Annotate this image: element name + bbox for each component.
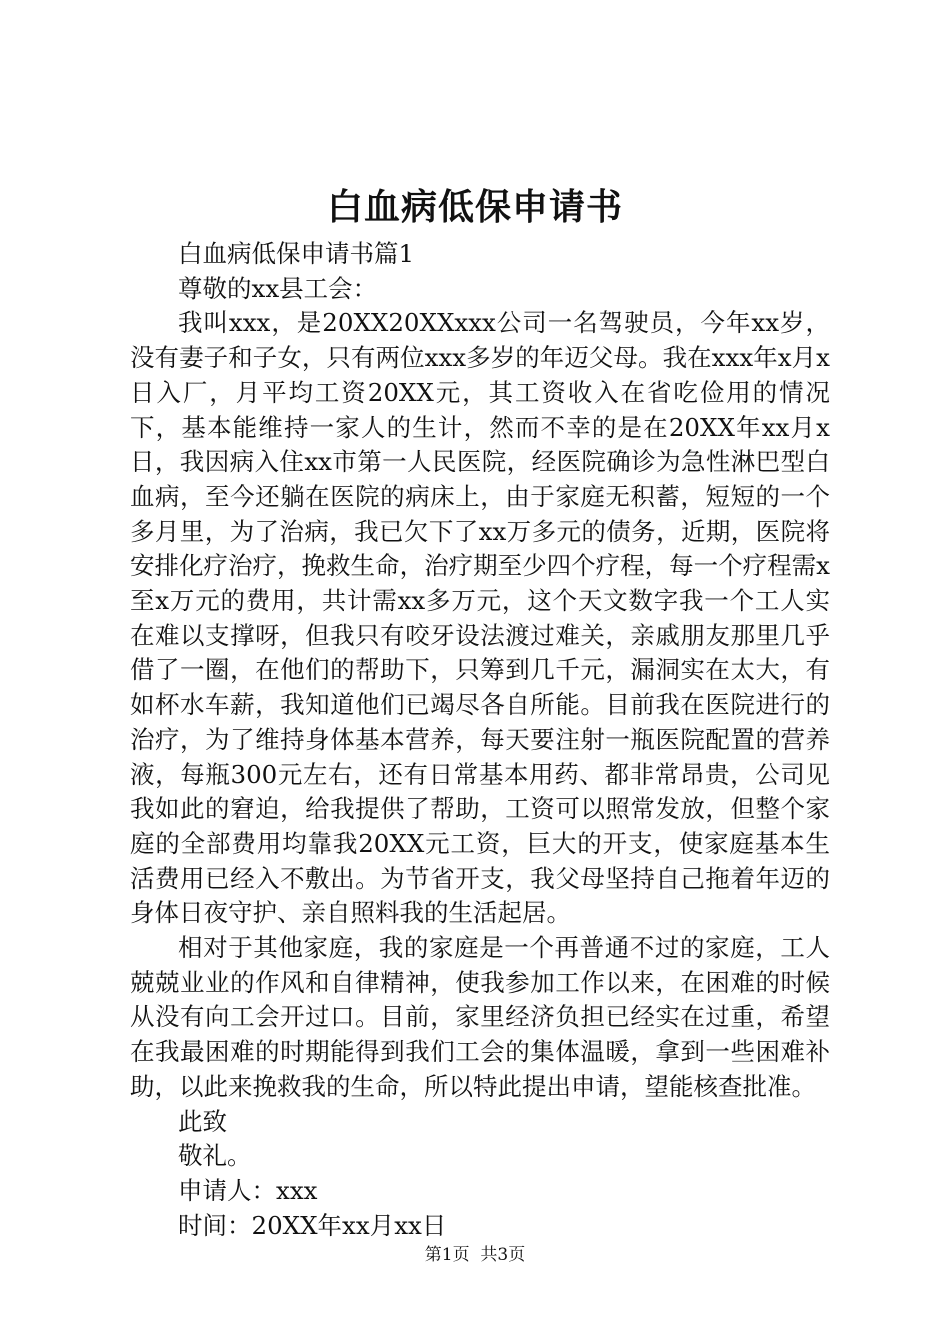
- page-footer: [0, 1243, 950, 1267]
- closing: 此致: [178, 1106, 227, 1136]
- date: 时间：20XX年xx月xx日: [178, 1210, 447, 1240]
- paragraph-1: 我叫xxx，是20XX20XXxxx公司一名驾驶员，今年xx岁，没有妻子和子女，只有两位xxx多岁的年迈父母。我在xxx年x月x日入厂，月平均工资20XX元，其工资收入在省吃俭用的情况下，基本能维持一家人的生计，然而不幸的是在20XX年xx月x日，我因病入住xx市第一人民医院，经医院确诊为急性淋巴型白血病，至今还躺在医院的病床上，由于家庭无积蓄，短短的一个多月里，为了治病，我已欠下了xx万多元的债务，近期，医院将安排化疗治疗，挽救生命，治疗期至少四个疗程，每一个疗程需x至x万元的费用，共计需xx多万元，这个天文数字我一个工人实在难以支撑呀，但我只有咬牙设法渡过难关，亲戚朋友那里几乎借了一圈，在他们的帮助下，只筹到几千元，漏洞实在太大，有如杯水车薪，我知道他们已竭尽各自所能。目前我在医院进行的治疗，为了维持身体基本营养，每天要注射一瓶医院配置的营养液，每瓶300元左右，还有日常基本用药、都非常昂贵，公司见我如此的窘迫，给我提供了帮助，工资可以照常发放，但整个家庭的全部费用均靠我20XX元工资，巨大的开支，使家庭基本生活费用已经入不敷出。为节省开支，我父母坚持自己拖着年迈的身体日夜守护、亲自照料我的生活起居。: [130, 308, 830, 928]
- subtitle: 白血病低保申请书篇1: [178, 239, 415, 268]
- applicant: 申请人：xxx: [178, 1175, 318, 1205]
- regards: 敬礼。: [178, 1141, 252, 1171]
- page-total: 共3页: [480, 1245, 526, 1265]
- paragraph-2: 相对于其他家庭，我的家庭是一个再普通不过的家庭，工人兢兢业业的作风和自律精神，使我参加工作以来，在困难的时候从没有向工会开过口。目前，家里经济负担已经实在过重，希望在我最困难的时期能得到我们工会的集体温暖，拿到一些困难补助，以此来挽救我的生命，所以特此提出申请，望能核查批准。: [130, 933, 830, 1101]
- salutation: 尊敬的xx县工会：: [178, 273, 378, 303]
- page-title: 白血病低保申请书: [326, 186, 623, 228]
- letter-body: [130, 237, 830, 1243]
- page-number: 第1页: [424, 1245, 470, 1265]
